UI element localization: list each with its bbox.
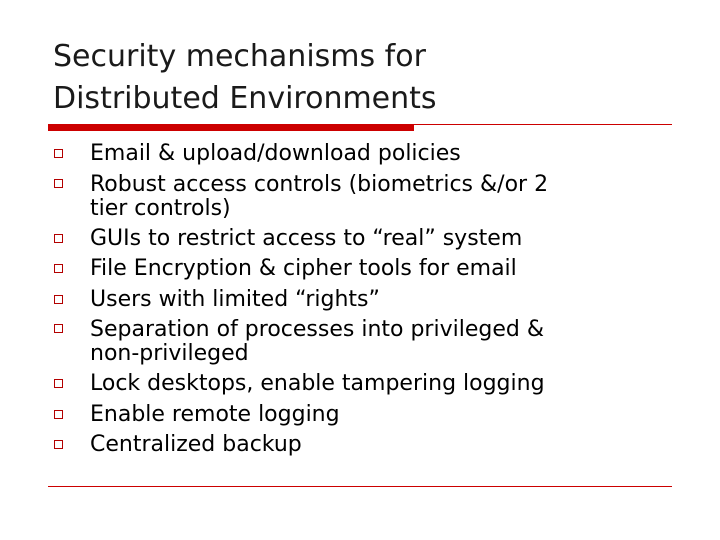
hollow-square-bullet-icon (54, 264, 63, 273)
title-line-2: Distributed Environments (53, 81, 437, 116)
hollow-square-bullet-icon (54, 295, 63, 304)
bullet-item (40, 170, 680, 224)
title-divider-accent (48, 124, 414, 131)
hollow-square-bullet-icon (54, 440, 63, 449)
bullet-item (40, 430, 680, 461)
bullet-item (40, 315, 680, 369)
title-line-1: Security mechanisms for (53, 39, 426, 74)
bullet-item (40, 285, 680, 316)
bullet-list (40, 139, 680, 461)
hollow-square-bullet-icon (54, 379, 63, 388)
bullet-text: GUIs to restrict access to “real” system (90, 225, 523, 251)
footer-divider (48, 486, 672, 487)
bullet-item (40, 224, 680, 255)
bullet-text: File Encryption & cipher tools for email (90, 256, 517, 281)
bullet-item (40, 254, 680, 285)
bullet-text-continued: non-privileged (90, 341, 249, 366)
bullet-text: Email & upload/download policies (90, 141, 461, 166)
bullet-text: Robust access controls (biometrics &/or 2 (90, 171, 549, 197)
bullet-text: Lock desktops, enable tampering logging (90, 371, 545, 396)
bullet-text: Users with limited “rights” (90, 286, 380, 312)
bullet-text-continued: tier controls) (90, 195, 231, 221)
hollow-square-bullet-icon (54, 179, 63, 188)
bullet-item (40, 139, 680, 170)
hollow-square-bullet-icon (54, 149, 63, 158)
bullet-text: Enable remote logging (90, 401, 340, 427)
bullet-item (40, 369, 680, 400)
hollow-square-bullet-icon (54, 234, 63, 243)
slide-title (53, 36, 653, 120)
bullet-text: Centralized backup (90, 432, 302, 457)
hollow-square-bullet-icon (54, 324, 63, 333)
bullet-item (40, 400, 680, 431)
bullet-text: Separation of processes into privileged & (90, 317, 544, 342)
hollow-square-bullet-icon (54, 410, 63, 419)
